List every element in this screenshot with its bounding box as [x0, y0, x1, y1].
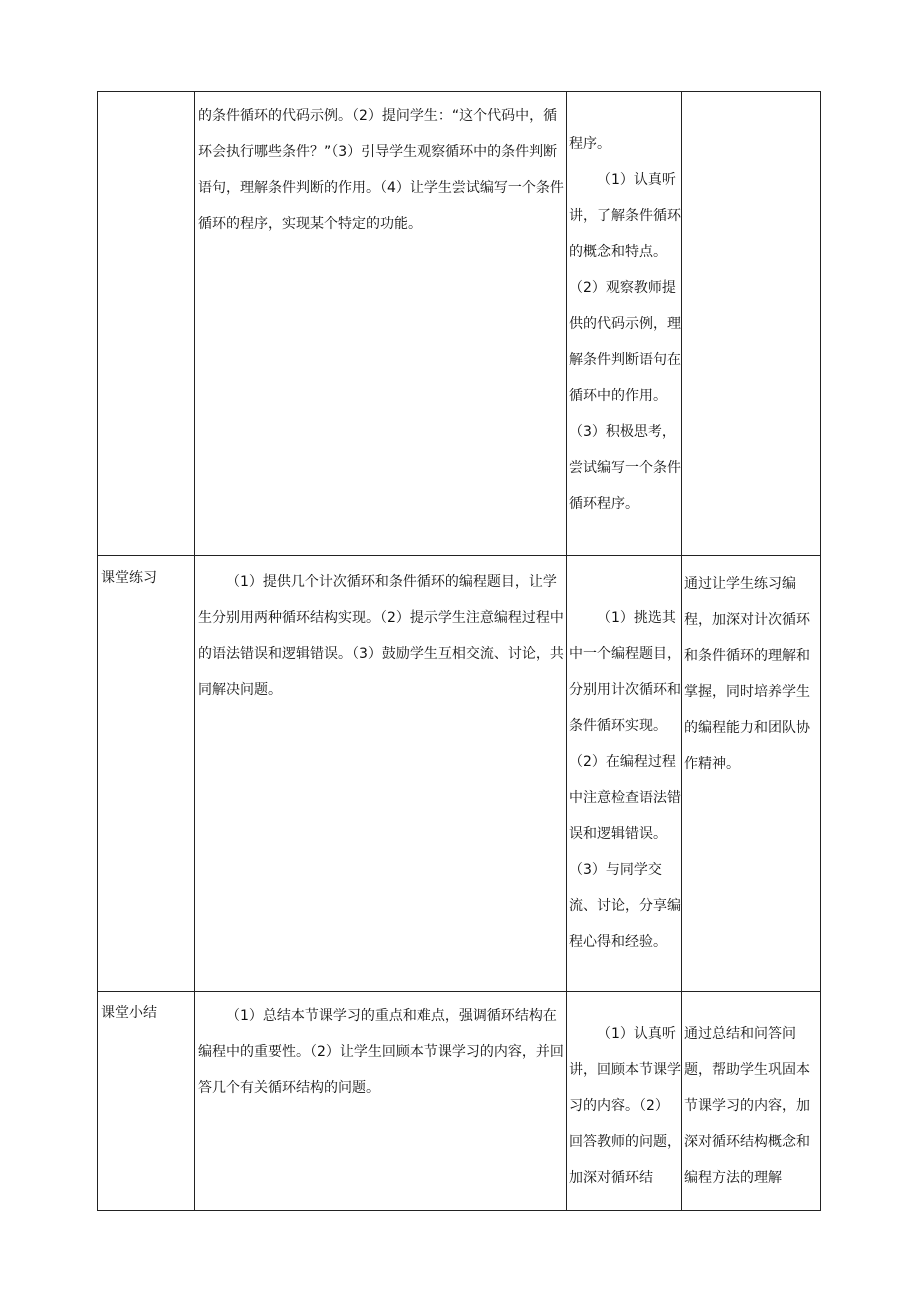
student-activity-cell [569, 600, 681, 960]
student-activity-text: 程序。 [569, 136, 611, 152]
purpose-cell [684, 566, 820, 782]
row-divider [98, 991, 820, 992]
teacher-activity-cell [198, 98, 564, 242]
student-activity-text: （1）挑选其中一个编程题目，分别用计次循环和条件循环实现。（2）在编程过程中注意检查语法错误和逻辑错误。（3）与同学交流、讨论，分享编程心得和经验。 [569, 610, 681, 950]
row-divider [98, 555, 820, 556]
column-divider [566, 92, 567, 1210]
purpose-cell [684, 1016, 820, 1196]
teacher-activity-text: （1）提供几个计次循环和条件循环的编程题目，让学生分别用两种循环结构实现。（2）提示学生注意编程过程中的语法错误和逻辑错误。（3）鼓励学生互相交流、讨论，共同解决问题。 [198, 574, 564, 698]
student-activity-text: （1）认真听讲，回顾本节课学习的内容。（2）回答教师的问题，加深对循环结 [569, 1026, 681, 1186]
row-label: 课堂小结 [101, 1005, 157, 1021]
student-activity-cell [569, 1016, 681, 1196]
column-divider [194, 92, 195, 1210]
lesson-plan-table [97, 91, 821, 1211]
teacher-activity-text: 的条件循环的代码示例。（2）提问学生：“这个代码中，循环会执行哪些条件？”（3）引导学生观察循环中的条件判断语句，理解条件判断的作用。（4）让学生尝试编写一个条件循环的程序，实现某个特定的功能。 [198, 108, 564, 232]
purpose-text: 通过让学生练习编程，加深对计次循环和条件循环的理解和掌握，同时培养学生的编程能力和团队协作精神。 [684, 576, 810, 772]
student-activity-text: （1）认真听讲，了解条件循环的概念和特点。（2）观察教师提供的代码示例，理解条件判断语句在循环中的作用。（3）积极思考，尝试编写一个条件循环程序。 [569, 172, 681, 512]
purpose-text: 通过总结和问答问题，帮助学生巩固本节课学习的内容，加深对循环结构概念和编程方法的理解 [684, 1026, 810, 1186]
teacher-activity-cell [198, 998, 564, 1106]
row-label: 课堂练习 [101, 570, 157, 586]
student-activity-cell [569, 126, 681, 522]
teacher-activity-cell [198, 564, 564, 708]
teacher-activity-text: （1）总结本节课学习的重点和难点，强调循环结构在编程中的重要性。（2）让学生回顾本节课学习的内容，并回答几个有关循环结构的问题。 [198, 1008, 564, 1096]
column-divider [681, 92, 682, 1210]
